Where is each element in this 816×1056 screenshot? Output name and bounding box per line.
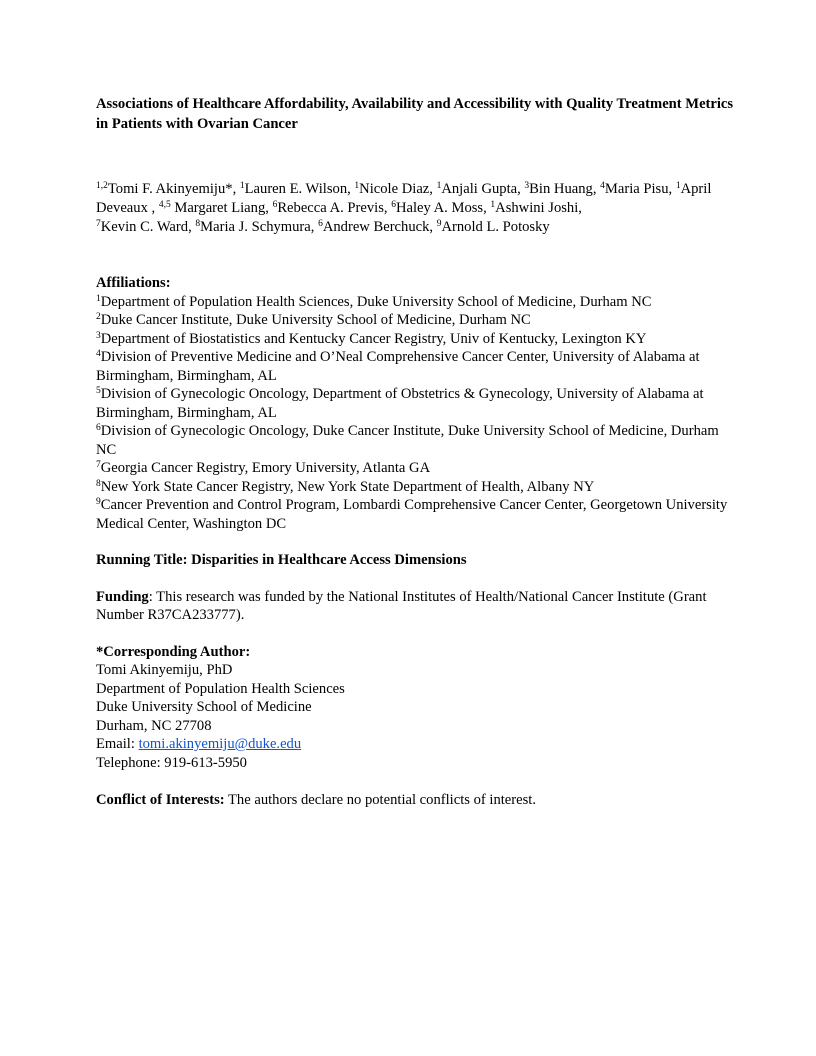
author-name: Andrew Berchuck — [322, 219, 430, 235]
affiliation-item — [96, 348, 736, 385]
author-separator: , — [429, 219, 437, 235]
author — [240, 181, 355, 197]
affiliation-marker: 3 — [96, 330, 101, 341]
author-separator: , — [310, 219, 319, 235]
author-affiliation-marker: 7 — [96, 219, 101, 229]
corresponding-telephone: Telephone: 919-613-5950 — [96, 754, 247, 771]
author-separator: , — [578, 200, 582, 216]
affiliation-marker: 6 — [96, 423, 101, 433]
author-affiliation-marker: 1 — [490, 200, 496, 210]
affiliation-text: Division of Gynecologic Oncology, Department of Obstetrics & Gynecology, University of Alabama at Birmingham, Birmingham, AL — [96, 386, 704, 421]
affiliation-item — [96, 330, 736, 349]
corresponding-email-line — [96, 735, 736, 754]
affiliation-item — [96, 422, 736, 459]
author-name: Kevin C. Ward — [100, 219, 189, 235]
paper-title: Associations of Healthcare Affordability, Availability and Accessibility with Quality Treatment Metrics in Patients with Ovarian Cancer — [96, 96, 734, 132]
author-separator: , — [347, 181, 355, 197]
corresponding-school: Duke University School of Medicine — [96, 699, 312, 715]
affiliation-marker: 2 — [96, 312, 101, 322]
author-affiliation-marker: 1 — [354, 181, 360, 191]
author — [96, 219, 195, 235]
conflict-label: Conflict of Interests: — [96, 792, 225, 808]
affiliation-text: Division of Gynecologic Oncology, Duke Cancer Institute, Duke University School of Medicine, Durham NC — [96, 423, 719, 458]
author-affiliation-marker: 6 — [318, 219, 323, 229]
author — [437, 181, 525, 197]
author — [391, 200, 490, 216]
affiliation-text: New York State Cancer Registry, New York State Department of Health, Albany NY — [100, 478, 595, 495]
author-name: Maria J. Schymura — [200, 219, 311, 235]
affiliation-marker: 8 — [96, 478, 101, 489]
author — [354, 181, 436, 197]
author-separator: , — [188, 219, 196, 235]
email-link[interactable]: tomi.akinyemiju@duke.edu — [138, 736, 302, 752]
affiliation-item — [96, 293, 736, 312]
affiliation-marker: 9 — [96, 497, 101, 507]
author-name: Haley A. Moss — [395, 200, 484, 216]
author-separator: , — [429, 181, 437, 197]
author — [437, 219, 550, 235]
author-name: Bin Huang — [529, 181, 593, 197]
affiliation-item — [96, 459, 736, 478]
author-separator: , — [232, 181, 240, 197]
author-separator: , — [668, 181, 676, 197]
author — [490, 200, 582, 216]
author — [96, 181, 240, 197]
affiliation-text: Department of Biostatistics and Kentucky Cancer Registry, Univ of Kentucky, Lexington KY — [100, 330, 647, 347]
author-name: Nicole Diaz — [359, 181, 430, 197]
author — [195, 219, 318, 235]
manuscript-page — [96, 94, 736, 810]
corresponding-city: Durham, NC 27708 — [96, 717, 212, 734]
corresponding-department: Department of Population Health Sciences — [96, 680, 345, 697]
author — [273, 200, 392, 216]
author-name: April Deveaux — [96, 181, 712, 216]
author-affiliation-marker: 4,5 — [158, 200, 171, 210]
affiliation-item — [96, 496, 736, 533]
conflict-of-interest — [96, 791, 736, 810]
affiliation-marker: 1 — [96, 293, 101, 304]
author-affiliation-marker: 1,2 — [96, 181, 108, 191]
author-name: Arnold L. Potosky — [441, 219, 550, 235]
author-affiliation-marker: 1 — [675, 181, 681, 191]
affiliation-text: Cancer Prevention and Control Program, Lombardi Comprehensive Cancer Center, Georgetown University Medical Center, Washington DC — [96, 497, 728, 532]
affiliation-item — [96, 478, 736, 497]
affiliation-text: Department of Population Health Sciences, Duke University School of Medicine, Durham NC — [100, 293, 652, 310]
author-name: Maria Pisu — [604, 181, 669, 197]
author-separator: , — [592, 181, 601, 197]
author-affiliation-marker: 6 — [391, 200, 396, 210]
email-label: Email: — [96, 736, 139, 752]
author-affiliation-marker: 1 — [239, 181, 245, 191]
author-name: Rebecca A. Previs — [277, 200, 384, 216]
author-name: Margaret Liang — [170, 200, 266, 216]
author — [600, 181, 676, 197]
author-separator: , — [147, 200, 156, 216]
author-affiliation-marker: 8 — [195, 219, 201, 229]
corresponding-heading: *Corresponding Author: — [96, 643, 251, 660]
conflict-text: The authors declare no potential conflicts of interest. — [224, 792, 536, 808]
author — [524, 181, 600, 197]
author-separator: , — [383, 200, 392, 216]
author-affiliation-marker: 9 — [436, 219, 442, 229]
affiliation-text: Georgia Cancer Registry, Emory University, Atlanta GA — [100, 460, 431, 476]
funding-text: : This research was funded by the National Institutes of Health/National Cancer Institute (Grant Number R37CA233777). — [96, 588, 707, 623]
author-affiliation-marker: 1 — [436, 181, 442, 191]
author-name: Tomi F. Akinyemiju* — [107, 181, 233, 197]
affiliations-heading: Affiliations: — [96, 275, 171, 291]
funding-label: Funding — [96, 588, 149, 605]
author-affiliation-marker: 6 — [272, 200, 278, 210]
author — [159, 200, 273, 216]
affiliation-text: Division of Preventive Medicine and O’Neal Comprehensive Cancer Center, University of Alabama at Birmingham, Birmingham, AL — [96, 349, 700, 384]
author-name: Ashwini Joshi — [495, 200, 579, 216]
author-name: Lauren E. Wilson — [244, 181, 348, 197]
author-separator: , — [517, 181, 525, 197]
corresponding-name: Tomi Akinyemiju, PhD — [96, 662, 233, 678]
affiliation-item — [96, 385, 736, 422]
author-name: Anjali Gupta — [441, 181, 518, 197]
author — [318, 219, 437, 235]
affiliation-marker: 5 — [96, 386, 101, 396]
running-title: Running Title: Disparities in Healthcare Access Dimensions — [96, 552, 467, 568]
author-list — [96, 180, 736, 237]
corresponding-author-block — [96, 643, 736, 773]
author-separator: , — [265, 200, 273, 216]
affiliations-list — [96, 293, 736, 534]
affiliation-marker: 4 — [96, 349, 101, 359]
author-affiliation-marker: 3 — [524, 181, 530, 191]
author-affiliation-marker: 4 — [600, 181, 605, 191]
affiliation-text: Duke Cancer Institute, Duke University School of Medicine, Durham NC — [100, 312, 531, 328]
affiliation-marker: 7 — [96, 460, 101, 470]
author-separator: , — [483, 200, 491, 216]
affiliation-item — [96, 311, 736, 330]
funding-statement — [96, 588, 736, 625]
